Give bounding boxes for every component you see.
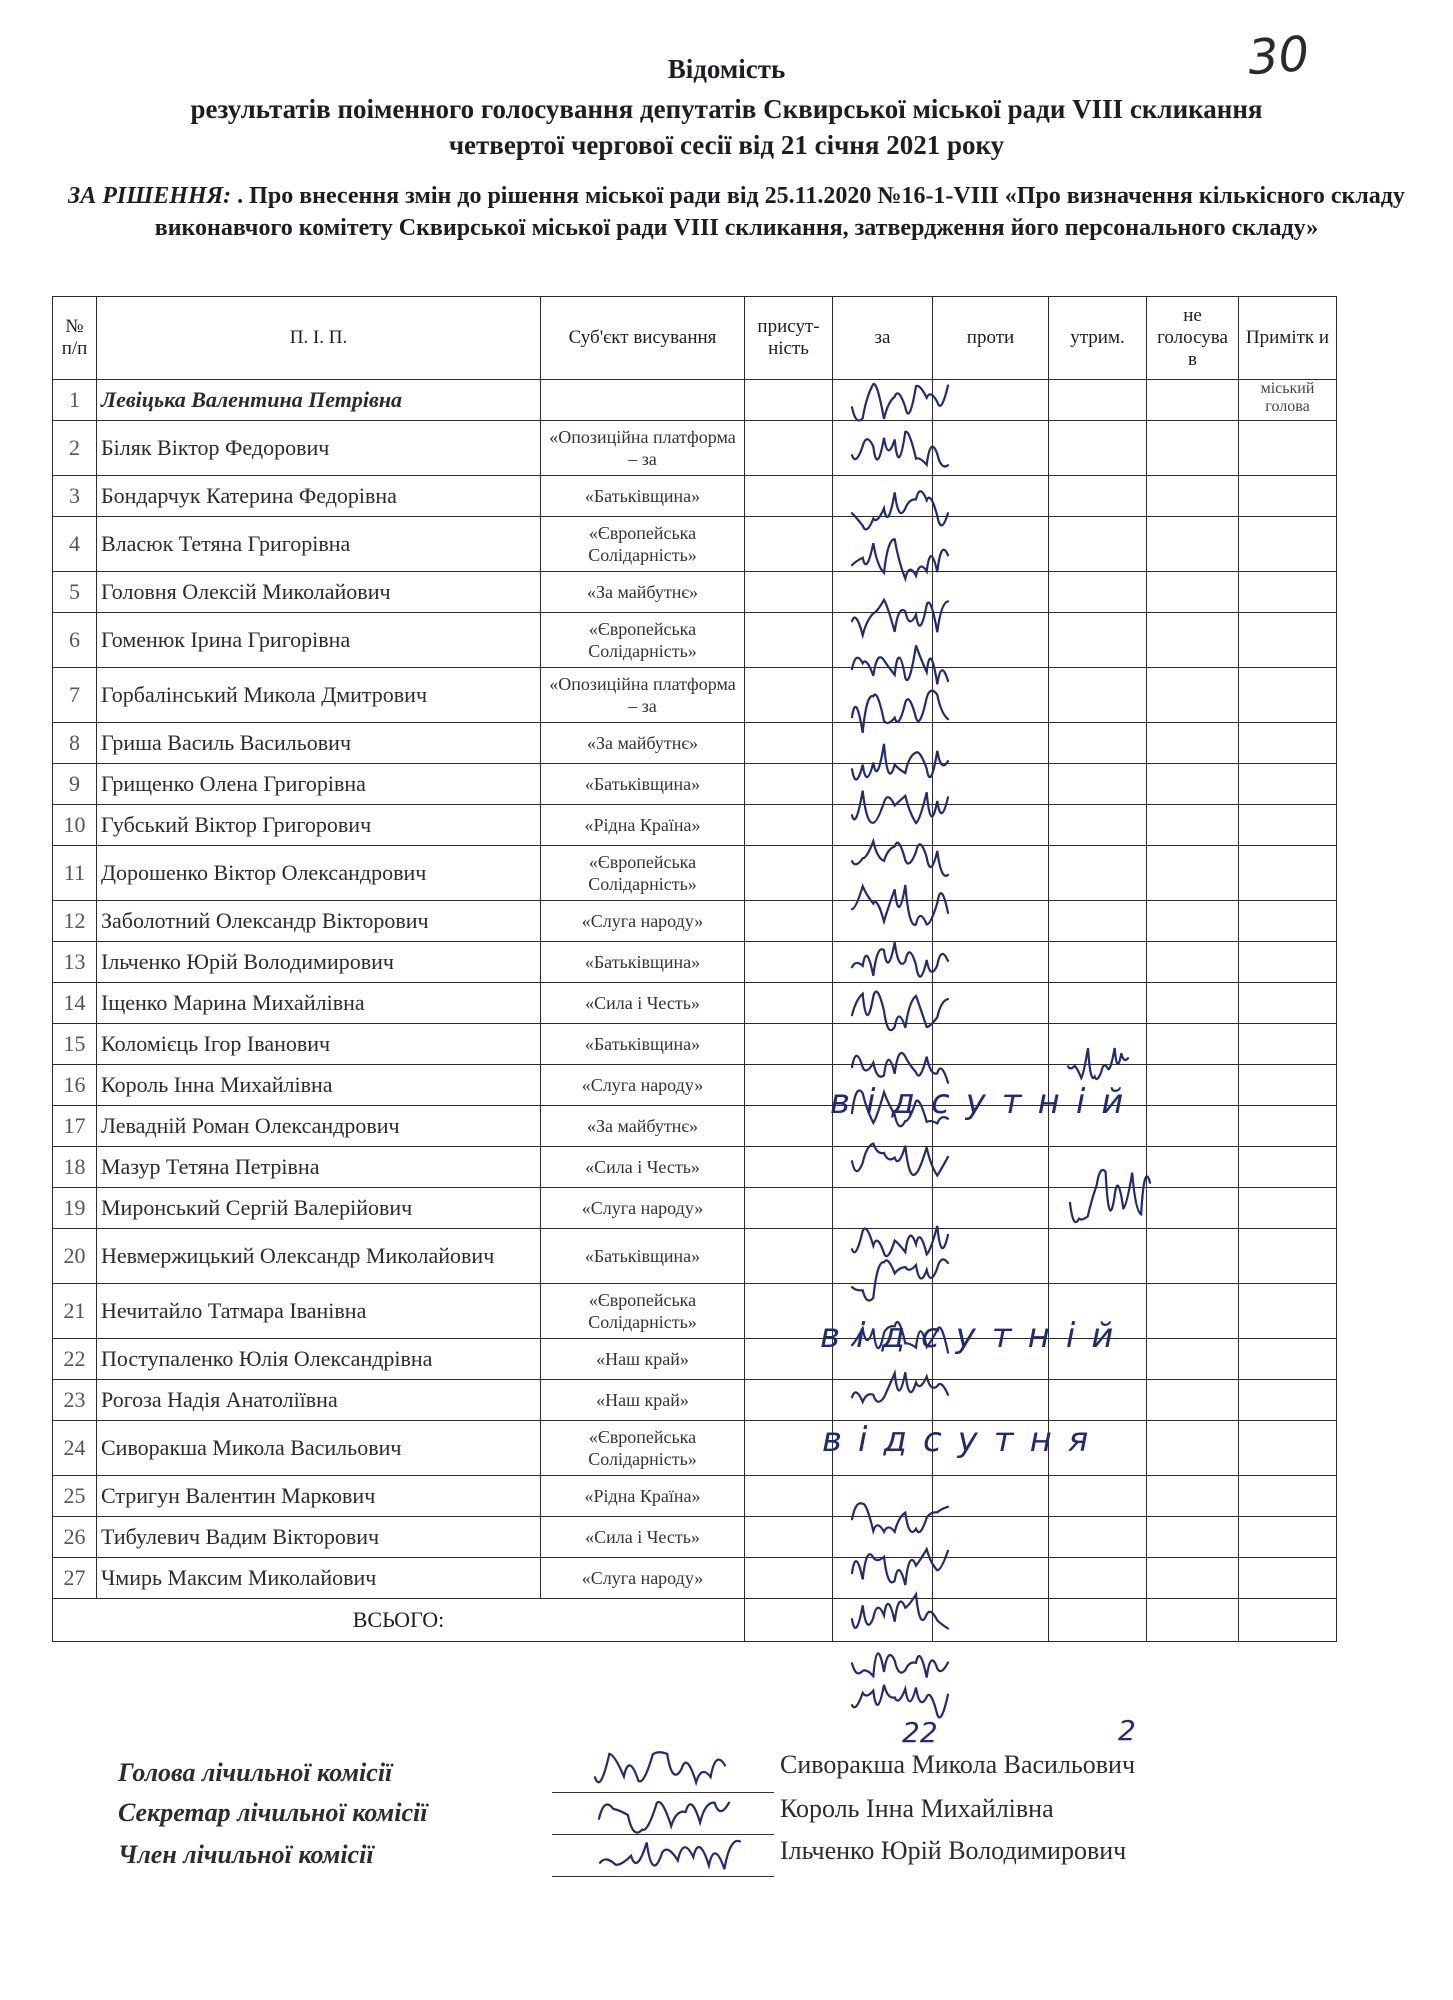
row-party: «Європейська Солідарність»	[541, 846, 745, 901]
row-utrym	[1049, 942, 1147, 983]
row-za	[833, 1517, 933, 1558]
table-row	[53, 942, 1337, 983]
row-name: Іщенко Марина Михайлівна	[97, 983, 541, 1024]
row-utrym	[1049, 668, 1147, 723]
row-party: «Рідна Країна»	[541, 1476, 745, 1517]
absent-note-15: відсутній	[830, 1082, 1140, 1122]
row-note	[1239, 1558, 1337, 1599]
row-utrym	[1049, 613, 1147, 668]
row-party: «Батьківщина»	[541, 1229, 745, 1284]
row-utrym	[1049, 983, 1147, 1024]
total-row	[53, 1599, 1337, 1642]
absent-note-22: відсутня	[822, 1420, 1105, 1460]
row-party: «За майбутнє»	[541, 1106, 745, 1147]
row-num: 5	[53, 572, 97, 613]
table-row	[53, 1024, 1337, 1065]
row-za	[833, 1188, 933, 1229]
col-party: Суб'єкт висування	[541, 297, 745, 380]
row-num: 25	[53, 1476, 97, 1517]
row-party: «Слуга народу»	[541, 901, 745, 942]
row-utrym	[1049, 1188, 1147, 1229]
row-ne-golos	[1147, 668, 1239, 723]
session-line: четвертої чергової сесії від 21 січня 2021 року	[448, 130, 1005, 160]
document-title: Відомість	[667, 54, 786, 84]
row-za	[833, 1147, 933, 1188]
row-name: Ільченко Юрій Володимирович	[97, 942, 541, 983]
row-name: Гоменюк Ірина Григорівна	[97, 613, 541, 668]
row-proty	[933, 1024, 1049, 1065]
row-proty	[933, 764, 1049, 805]
table-row	[53, 668, 1337, 723]
row-note	[1239, 1380, 1337, 1421]
row-name: Миронський Сергій Валерійович	[97, 1188, 541, 1229]
row-note	[1239, 723, 1337, 764]
row-ne-golos	[1147, 1558, 1239, 1599]
row-utrym	[1049, 572, 1147, 613]
row-present	[745, 421, 833, 476]
row-ne-golos	[1147, 805, 1239, 846]
decision-text	[40, 180, 1433, 244]
row-note	[1239, 668, 1337, 723]
row-name: Левіцька Валентина Петрівна	[97, 380, 541, 421]
row-name: Левадній Роман Олександрович	[97, 1106, 541, 1147]
row-za	[833, 668, 933, 723]
row-za	[833, 421, 933, 476]
chair-signature-line	[552, 1792, 774, 1793]
table-row	[53, 476, 1337, 517]
row-name: Король Інна Михайлівна	[97, 1065, 541, 1106]
table-row	[53, 983, 1337, 1024]
row-note	[1239, 764, 1337, 805]
row-note	[1239, 846, 1337, 901]
row-proty	[933, 1558, 1049, 1599]
row-za	[833, 723, 933, 764]
row-utrym	[1049, 1147, 1147, 1188]
row-note	[1239, 1147, 1337, 1188]
row-proty	[933, 1229, 1049, 1284]
vote-table	[52, 296, 1337, 1642]
page-number: 30	[1246, 25, 1311, 87]
row-name: Сиворакша Микола Васильович	[97, 1421, 541, 1476]
row-ne-golos	[1147, 421, 1239, 476]
row-present	[745, 1147, 833, 1188]
row-num: 6	[53, 613, 97, 668]
row-name: Грищенко Олена Григорівна	[97, 764, 541, 805]
row-name: Гриша Василь Васильович	[97, 723, 541, 764]
member-signature-line	[552, 1876, 774, 1877]
secretary-name: Король Інна Михайлівна	[780, 1794, 1054, 1823]
table-row	[53, 1517, 1337, 1558]
row-note	[1239, 1065, 1337, 1106]
row-name: Коломієць Ігор Іванович	[97, 1024, 541, 1065]
table-row	[53, 1421, 1337, 1476]
row-note	[1239, 1229, 1337, 1284]
row-present	[745, 613, 833, 668]
document-subtitle: результатів поіменного голосування депутатів Сквирської міської ради VIII скликання	[190, 94, 1263, 124]
table-row	[53, 421, 1337, 476]
table-row	[53, 1147, 1337, 1188]
row-present	[745, 1380, 833, 1421]
row-note	[1239, 1339, 1337, 1380]
secretary-role: Секретар лічильної комісії	[118, 1798, 428, 1827]
total-utrym-value: 2	[1118, 1714, 1136, 1747]
row-ne-golos	[1147, 723, 1239, 764]
row-party: «Слуга народу»	[541, 1558, 745, 1599]
row-present	[745, 1229, 833, 1284]
row-party: «Європейська Солідарність»	[541, 1421, 745, 1476]
row-ne-golos	[1147, 517, 1239, 572]
row-num: 18	[53, 1147, 97, 1188]
row-ne-golos	[1147, 1229, 1239, 1284]
row-num: 3	[53, 476, 97, 517]
row-note	[1239, 1024, 1337, 1065]
row-name: Рогоза Надія Анатоліївна	[97, 1380, 541, 1421]
row-za	[833, 380, 933, 421]
table-row	[53, 764, 1337, 805]
table-row	[53, 380, 1337, 421]
row-party: «Батьківщина»	[541, 942, 745, 983]
row-name: Губський Віктор Григорович	[97, 805, 541, 846]
row-num: 21	[53, 1284, 97, 1339]
row-ne-golos	[1147, 1024, 1239, 1065]
row-name: Нечитайло Татмара Іванівна	[97, 1284, 541, 1339]
row-za	[833, 983, 933, 1024]
row-ne-golos	[1147, 764, 1239, 805]
table-row	[53, 572, 1337, 613]
row-num: 27	[53, 1558, 97, 1599]
row-ne-golos	[1147, 572, 1239, 613]
row-proty	[933, 380, 1049, 421]
row-present	[745, 805, 833, 846]
row-party: «Європейська Солідарність»	[541, 517, 745, 572]
row-note	[1239, 613, 1337, 668]
row-party: «Сила і Честь»	[541, 1517, 745, 1558]
row-name: Чмирь Максим Миколайович	[97, 1558, 541, 1599]
row-party: «Європейська Солідарність»	[541, 613, 745, 668]
row-num: 26	[53, 1517, 97, 1558]
row-name: Біляк Віктор Федорович	[97, 421, 541, 476]
row-ne-golos	[1147, 1188, 1239, 1229]
row-ne-golos	[1147, 613, 1239, 668]
row-present	[745, 1558, 833, 1599]
row-ne-golos	[1147, 1421, 1239, 1476]
row-proty	[933, 517, 1049, 572]
member-role: Член лічильної комісії	[118, 1840, 374, 1869]
row-ne-golos	[1147, 1106, 1239, 1147]
table-row	[53, 1476, 1337, 1517]
row-note	[1239, 983, 1337, 1024]
row-za	[833, 942, 933, 983]
table-row	[53, 1065, 1337, 1106]
row-party: «Слуга народу»	[541, 1188, 745, 1229]
table-row	[53, 805, 1337, 846]
row-name: Невмержицький Олександр Миколайович	[97, 1229, 541, 1284]
row-utrym	[1049, 723, 1147, 764]
row-num: 24	[53, 1421, 97, 1476]
row-ne-golos	[1147, 1339, 1239, 1380]
table-row	[53, 1106, 1337, 1147]
row-present	[745, 764, 833, 805]
row-present	[745, 983, 833, 1024]
row-present	[745, 1106, 833, 1147]
row-za	[833, 1024, 933, 1065]
chair-name: Сиворакша Микола Васильович	[780, 1750, 1136, 1779]
row-za	[833, 517, 933, 572]
row-proty	[933, 613, 1049, 668]
row-utrym	[1049, 1517, 1147, 1558]
row-name: Головня Олексій Миколайович	[97, 572, 541, 613]
member-signature	[600, 1841, 740, 1869]
row-proty	[933, 1147, 1049, 1188]
row-present	[745, 1065, 833, 1106]
row-note	[1239, 805, 1337, 846]
row-name: Тибулевич Вадим Вікторович	[97, 1517, 541, 1558]
decision-body: . Про внесення змін до рішення міської ради від 25.11.2020 №16-1-VIII «Про визначення кількісного складу виконавчого комітету Сквирської міської ради VIII скликання, затвердження його персонального складу»	[154, 183, 1405, 241]
row-ne-golos	[1147, 1065, 1239, 1106]
row-note	[1239, 572, 1337, 613]
row-ne-golos	[1147, 1147, 1239, 1188]
row-utrym	[1049, 1229, 1147, 1284]
total-za-value: 22	[902, 1716, 938, 1749]
row-party: «Європейська Солідарність»	[541, 1284, 745, 1339]
row-present	[745, 517, 833, 572]
row-za	[833, 1558, 933, 1599]
row-party: «Слуга народу»	[541, 1065, 745, 1106]
row-present	[745, 1188, 833, 1229]
row-utrym	[1049, 476, 1147, 517]
row-utrym	[1049, 846, 1147, 901]
member-name: Ільченко Юрій Володимирович	[780, 1836, 1127, 1865]
table-row	[53, 723, 1337, 764]
table-row	[53, 613, 1337, 668]
table-row	[53, 517, 1337, 572]
row-party: «Сила і Честь»	[541, 983, 745, 1024]
row-ne-golos	[1147, 942, 1239, 983]
row-za	[833, 1229, 933, 1284]
col-name: П. І. П.	[97, 297, 541, 380]
row-proty	[933, 1188, 1049, 1229]
row-num: 19	[53, 1188, 97, 1229]
table-row	[53, 846, 1337, 901]
row-name: Горбалінський Микола Дмитрович	[97, 668, 541, 723]
row-num: 2	[53, 421, 97, 476]
col-present: присут-ність	[745, 297, 833, 380]
row-party: «Опозиційна платформа – за	[541, 668, 745, 723]
row-ne-golos	[1147, 1517, 1239, 1558]
row-party: «Батьківщина»	[541, 1024, 745, 1065]
row-proty	[933, 668, 1049, 723]
row-za	[833, 805, 933, 846]
row-num: 22	[53, 1339, 97, 1380]
row-party: «Сила і Честь»	[541, 1147, 745, 1188]
row-utrym	[1049, 1558, 1147, 1599]
table-header-row	[53, 297, 1337, 380]
row-utrym	[1049, 1476, 1147, 1517]
row-note	[1239, 421, 1337, 476]
row-ne-golos	[1147, 901, 1239, 942]
row-utrym	[1049, 1380, 1147, 1421]
absent-note-20: відсутній	[820, 1316, 1130, 1356]
row-za	[833, 1380, 933, 1421]
row-proty	[933, 942, 1049, 983]
row-za	[833, 901, 933, 942]
row-utrym	[1049, 380, 1147, 421]
row-utrym	[1049, 901, 1147, 942]
row-present	[745, 1421, 833, 1476]
row-present	[745, 476, 833, 517]
row-za	[833, 476, 933, 517]
row-party: «Опозиційна платформа – за	[541, 421, 745, 476]
row-present	[745, 572, 833, 613]
table-row	[53, 1558, 1337, 1599]
row-name: Власюк Тетяна Григорівна	[97, 517, 541, 572]
row-ne-golos	[1147, 983, 1239, 1024]
row-num: 7	[53, 668, 97, 723]
total-label: ВСЬОГО:	[53, 1599, 745, 1642]
chair-role: Голова лічильної комісії	[118, 1758, 393, 1787]
row-proty	[933, 421, 1049, 476]
row-name: Стригун Валентин Маркович	[97, 1476, 541, 1517]
row-name: Заболотний Олександр Вікторович	[97, 901, 541, 942]
row-present	[745, 1517, 833, 1558]
row-utrym	[1049, 421, 1147, 476]
row-note	[1239, 476, 1337, 517]
row-present	[745, 846, 833, 901]
row-utrym	[1049, 517, 1147, 572]
row-utrym	[1049, 805, 1147, 846]
row-proty	[933, 1517, 1049, 1558]
row-note: міський голова	[1239, 380, 1337, 421]
row-party: «Наш край»	[541, 1380, 745, 1421]
row-num: 8	[53, 723, 97, 764]
row-za	[833, 764, 933, 805]
table-row	[53, 1380, 1337, 1421]
row-ne-golos	[1147, 846, 1239, 901]
row-ne-golos	[1147, 380, 1239, 421]
row-party: «Батьківщина»	[541, 764, 745, 805]
row-present	[745, 668, 833, 723]
row-party: «За майбутнє»	[541, 723, 745, 764]
row-num: 23	[53, 1380, 97, 1421]
row-proty	[933, 805, 1049, 846]
col-utrym: утрим.	[1049, 297, 1147, 380]
row-note	[1239, 1517, 1337, 1558]
row-proty	[933, 983, 1049, 1024]
row-note	[1239, 1188, 1337, 1229]
row-note	[1239, 942, 1337, 983]
row-num: 12	[53, 901, 97, 942]
row-num: 15	[53, 1024, 97, 1065]
row-num: 16	[53, 1065, 97, 1106]
secretary-signature	[599, 1802, 729, 1833]
row-party	[541, 380, 745, 421]
row-za	[833, 846, 933, 901]
row-za	[833, 572, 933, 613]
row-ne-golos	[1147, 1476, 1239, 1517]
row-ne-golos	[1147, 1284, 1239, 1339]
row-name: Поступаленко Юлія Олександрівна	[97, 1339, 541, 1380]
col-proty: проти	[933, 297, 1049, 380]
row-party: «За майбутнє»	[541, 572, 745, 613]
row-note	[1239, 1284, 1337, 1339]
row-present	[745, 901, 833, 942]
row-num: 14	[53, 983, 97, 1024]
table-row	[53, 1188, 1337, 1229]
row-name: Мазур Тетяна Петрівна	[97, 1147, 541, 1188]
row-proty	[933, 572, 1049, 613]
row-proty	[933, 846, 1049, 901]
row-utrym	[1049, 764, 1147, 805]
row-num: 13	[53, 942, 97, 983]
row-party: «Наш край»	[541, 1339, 745, 1380]
vote-signature	[852, 1685, 948, 1718]
row-party: «Батьківщина»	[541, 476, 745, 517]
row-note	[1239, 1421, 1337, 1476]
row-name: Дорошенко Віктор Олександрович	[97, 846, 541, 901]
col-za: за	[833, 297, 933, 380]
row-proty	[933, 1476, 1049, 1517]
row-ne-golos	[1147, 476, 1239, 517]
row-proty	[933, 723, 1049, 764]
row-za	[833, 1476, 933, 1517]
row-proty	[933, 901, 1049, 942]
table-row	[53, 1339, 1337, 1380]
secretary-signature-line	[552, 1834, 774, 1835]
row-present	[745, 942, 833, 983]
row-ne-golos	[1147, 1380, 1239, 1421]
row-utrym	[1049, 1024, 1147, 1065]
row-note	[1239, 901, 1337, 942]
row-num: 10	[53, 805, 97, 846]
row-za	[833, 613, 933, 668]
decision-label: ЗА РІШЕННЯ:	[68, 183, 232, 209]
col-note: Примітк и	[1239, 297, 1337, 380]
table-row	[53, 1229, 1337, 1284]
row-num: 17	[53, 1106, 97, 1147]
row-num: 9	[53, 764, 97, 805]
vote-signature	[852, 1653, 948, 1677]
col-ne-golos: не голосува в	[1147, 297, 1239, 380]
row-name: Бондарчук Катерина Федорівна	[97, 476, 541, 517]
row-num: 1	[53, 380, 97, 421]
row-present	[745, 380, 833, 421]
row-present	[745, 1024, 833, 1065]
row-present	[745, 723, 833, 764]
row-num: 11	[53, 846, 97, 901]
row-num: 20	[53, 1229, 97, 1284]
row-party: «Рідна Країна»	[541, 805, 745, 846]
row-note	[1239, 517, 1337, 572]
row-num: 4	[53, 517, 97, 572]
col-num: № п/п	[53, 297, 97, 380]
table-row	[53, 901, 1337, 942]
row-proty	[933, 1380, 1049, 1421]
row-present	[745, 1476, 833, 1517]
chair-signature	[595, 1752, 725, 1782]
table-row	[53, 1284, 1337, 1339]
row-proty	[933, 476, 1049, 517]
row-note	[1239, 1106, 1337, 1147]
row-note	[1239, 1476, 1337, 1517]
